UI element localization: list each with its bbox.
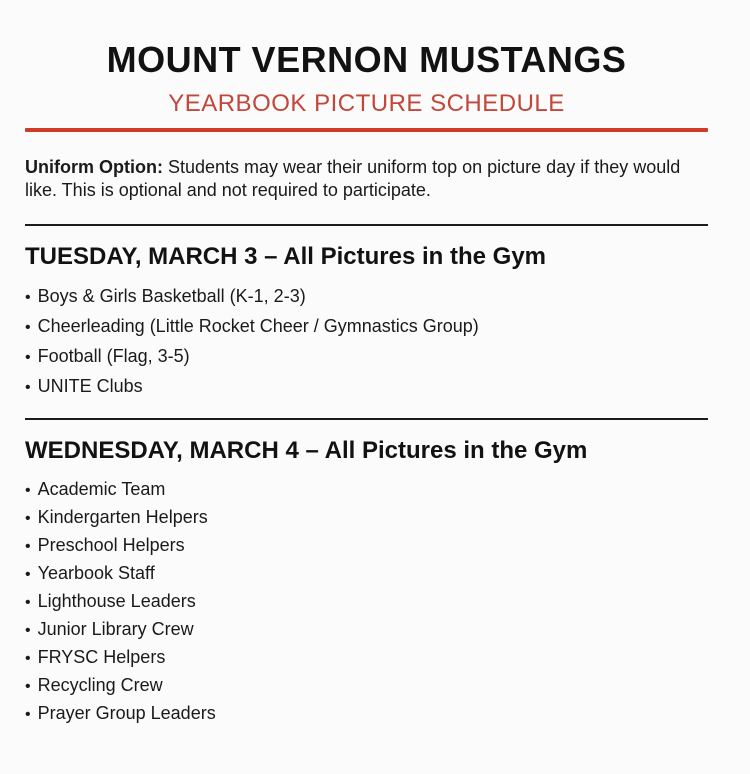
list-item	[25, 312, 708, 342]
bullet-icon: •	[25, 289, 31, 306]
list-item	[25, 342, 708, 372]
list-item	[25, 560, 708, 588]
list-item-label: Prayer Group Leaders	[37, 703, 216, 723]
list-item-label: Academic Team	[37, 479, 166, 499]
list-item-label: FRYSC Helpers	[37, 647, 166, 667]
notice-label: Uniform Option:	[25, 157, 163, 177]
list-item	[25, 532, 708, 560]
list-item	[25, 644, 708, 672]
bullet-icon: •	[25, 379, 31, 396]
bullet-icon: •	[25, 482, 31, 499]
section-heading-wednesday: WEDNESDAY, MARCH 4 – All Pictures in the Gym	[25, 437, 588, 464]
bullet-icon: •	[25, 622, 31, 639]
notice-text: Students may wear their uniform top on picture day if they would like. This is optional and not required to participate.	[25, 157, 681, 200]
bullet-icon: •	[25, 566, 31, 583]
flyer-page	[0, 40, 750, 774]
activity-list-tuesday	[25, 282, 708, 402]
list-item-label: Preschool Helpers	[37, 535, 185, 555]
bullet-icon: •	[25, 594, 31, 611]
list-item-label: Football (Flag, 3-5)	[37, 346, 190, 366]
list-item	[25, 282, 708, 312]
activity-list-wednesday	[25, 476, 708, 728]
section-divider-tuesday	[25, 224, 708, 226]
list-item	[25, 476, 708, 504]
bullet-icon: •	[25, 678, 31, 695]
page-title: MOUNT VERNON MUSTANGS	[106, 39, 627, 80]
list-item	[25, 700, 708, 728]
page-subtitle: YEARBOOK PICTURE SCHEDULE	[168, 90, 565, 117]
bullet-icon: •	[25, 349, 31, 366]
list-item-label: Kindergarten Helpers	[37, 507, 208, 527]
section-divider-wednesday	[25, 418, 708, 420]
list-item	[25, 588, 708, 616]
list-item	[25, 672, 708, 700]
section-heading-tuesday: TUESDAY, MARCH 3 – All Pictures in the Gym	[25, 243, 547, 270]
list-item	[25, 504, 708, 532]
bullet-icon: •	[25, 319, 31, 336]
list-item-label: Junior Library Crew	[37, 619, 194, 639]
list-item-label: Boys & Girls Basketball (K-1, 2-3)	[37, 286, 306, 306]
section-tuesday	[25, 242, 708, 402]
list-item-label: Recycling Crew	[37, 675, 163, 695]
bullet-icon: •	[25, 538, 31, 555]
list-item-label: Cheerleading (Little Rocket Cheer / Gymnastics Group)	[37, 316, 479, 336]
list-item-label: Lighthouse Leaders	[37, 591, 196, 611]
list-item-label: UNITE Clubs	[37, 376, 143, 396]
list-item	[25, 616, 708, 644]
bullet-icon: •	[25, 650, 31, 667]
list-item	[25, 372, 708, 402]
section-wednesday	[25, 436, 708, 728]
red-divider	[25, 128, 708, 132]
uniform-notice	[25, 156, 708, 202]
list-item-label: Yearbook Staff	[37, 563, 155, 583]
bullet-icon: •	[25, 706, 31, 723]
bullet-icon: •	[25, 510, 31, 527]
